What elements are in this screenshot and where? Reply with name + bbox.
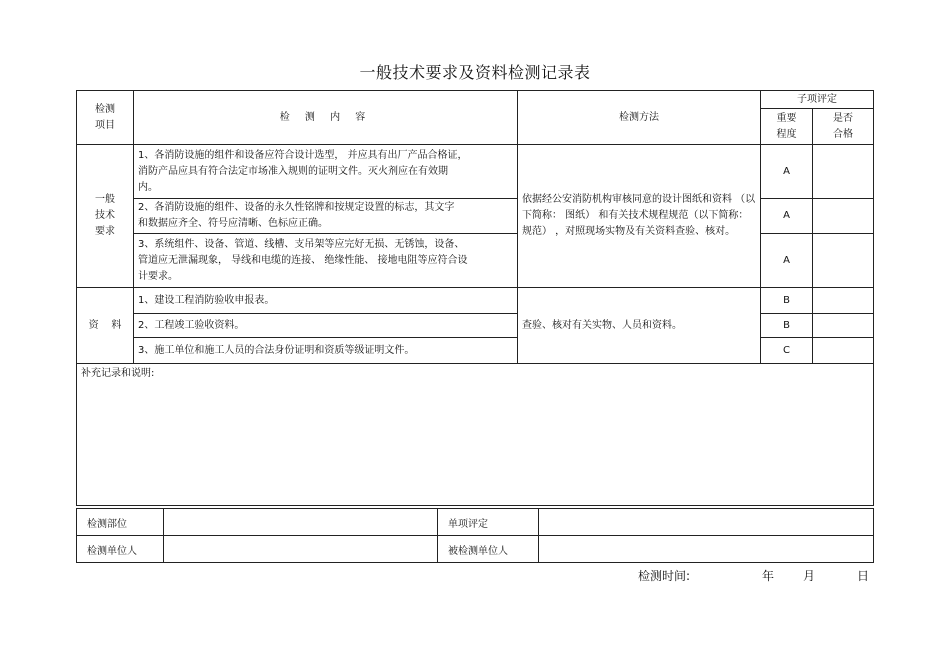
importance-grade: B <box>761 314 813 338</box>
item-evaluation-field[interactable] <box>539 509 874 536</box>
date-year: 年 <box>762 569 775 583</box>
pass-cell[interactable] <box>813 199 874 234</box>
signature-table <box>76 508 874 563</box>
pass-cell[interactable] <box>813 338 874 364</box>
header-sub-evaluation: 子项评定 <box>761 91 874 109</box>
inspector-label: 检测单位人 <box>77 536 164 563</box>
importance-grade: A <box>761 234 813 288</box>
date-day: 日 <box>857 569 870 583</box>
inspection-dept-label: 检测部位 <box>77 509 164 536</box>
material-row: 1、建设工程消防验收申报表。 <box>134 288 518 314</box>
supplement-label: 补充记录和说明: <box>81 368 155 379</box>
inspection-date-label: 检测时间: <box>638 569 691 583</box>
inspectee-label: 被检测单位人 <box>438 536 539 563</box>
material-row: 3、施工单位和施工人员的合法身份证明和资质等级证明文件。 <box>134 338 518 364</box>
header-pass: 是否 合格 <box>813 109 874 145</box>
requirement-row: 2、各消防设施的组件、设备的永久性铭牌和按规定设置的标志，其文字 和数据应齐全、符号应清晰、色标应正确。 <box>134 199 518 234</box>
inspection-table <box>76 90 874 506</box>
materials-method: 查验、核对有关实物、人员和资料。 <box>518 288 761 364</box>
inspector-field[interactable] <box>164 536 438 563</box>
material-row: 2、工程竣工验收资料。 <box>134 314 518 338</box>
supplement-area[interactable] <box>77 364 874 506</box>
header-item: 检测 项目 <box>77 91 134 145</box>
importance-grade: A <box>761 199 813 234</box>
date-month: 月 <box>803 569 816 583</box>
group-general-requirements: 一般 技术 要求 <box>77 145 134 288</box>
pass-cell[interactable] <box>813 288 874 314</box>
general-method: 依据经公安消防机构审核同意的设计图纸和资料 （以下简称： 图纸） 和有关技术规程规范（以下简称：规范） ，对照现场实物及有关资料查验、核对。 <box>518 145 761 288</box>
inspection-dept-field[interactable] <box>164 509 438 536</box>
item-evaluation-label: 单项评定 <box>438 509 539 536</box>
importance-grade: A <box>761 145 813 199</box>
header-method: 检测方法 <box>518 91 761 145</box>
importance-grade: C <box>761 338 813 364</box>
group-materials: 资 料 <box>77 288 134 364</box>
header-importance: 重要 程度 <box>761 109 813 145</box>
importance-grade: B <box>761 288 813 314</box>
requirement-row: 3、系统组件、设备、管道、线槽、支吊架等应完好无损、无锈蚀，设备、 管道应无泄漏现象， 导线和电缆的连接、 绝缘性能、 接地电阻等应符合设 计要求。 <box>134 234 518 288</box>
inspectee-field[interactable] <box>539 536 874 563</box>
page-title: 一般技术要求及资料检测记录表 <box>359 63 591 82</box>
pass-cell[interactable] <box>813 234 874 288</box>
pass-cell[interactable] <box>813 145 874 199</box>
pass-cell[interactable] <box>813 314 874 338</box>
requirement-row: 1、各消防设施的组件和设备应符合设计选型， 并应具有出厂产品合格证， 消防产品应具有符合法定市场准入规则的证明文件。灭火剂应在有效期 内。 <box>134 145 518 199</box>
header-content: 检 测 内 容 <box>134 91 518 145</box>
